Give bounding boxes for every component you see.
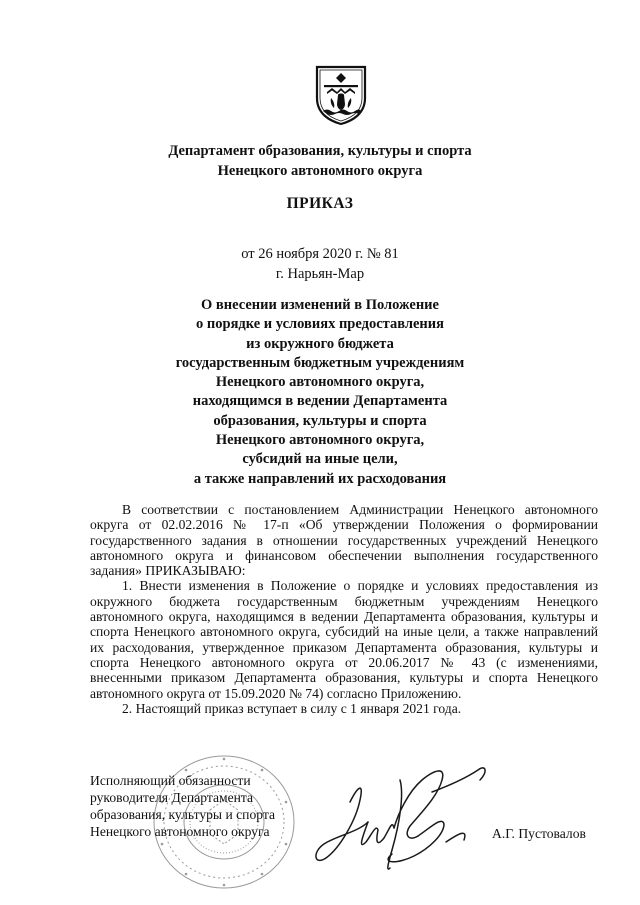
- order-place: г. Нарьян-Мар: [275, 266, 365, 282]
- clause-1-paragraph: 1. Внести изменения в Положение о порядке и условиях предоставления из окружного бюджета государственным бюджетным учреждениям Ненецкого автономного округа, находящимся в ведении Департамента образования, культуры и спорта Ненецкого автономного округа, субсидий на иные цели, а также направлений их расходования, утвержденное приказом Департамента образования, культуры и спорта Ненецкого автономного округа от 20.06.2017 № 43 (с изменениями, внесенными приказом Департамента образования, культуры и спорта Ненецкого автономного округа от 15.09.2020 № 74) согласно Приложению.: [90, 578, 598, 701]
- signatory-title-line: руководителя Департамента: [90, 790, 254, 805]
- org-line-1: Департамент образования, культуры и спорта: [168, 143, 472, 159]
- organization-name: [0, 141, 640, 181]
- signatory-title-line: Ненецкого автономного округа: [90, 824, 270, 839]
- signatory-title-line: Исполняющий обязанности: [90, 773, 251, 788]
- signatory-name: А.Г. Пустовалов: [492, 826, 586, 841]
- subject-line: находящимся в ведении Департамента: [192, 393, 448, 410]
- date-and-number: [0, 244, 640, 284]
- signatory-position: [90, 772, 275, 840]
- order-subject: [0, 296, 640, 489]
- signatory-title-line: образования, культуры и спорта: [90, 807, 276, 822]
- subject-line: О внесении изменений в Положение: [201, 297, 439, 313]
- subject-line: из окружного бюджета: [246, 335, 394, 352]
- subject-line: государственным бюджетным учреждениям: [175, 354, 465, 371]
- subject-line: Ненецкого автономного округа,: [215, 432, 425, 449]
- handwritten-signature: [296, 758, 500, 888]
- order-date-number: от 26 ноября 2020 г. № 81: [241, 246, 399, 262]
- clause-2-paragraph: 2. Настоящий приказ вступает в силу с 1 января 2021 года.: [122, 700, 462, 716]
- subject-line: Ненецкого автономного округа,: [215, 374, 425, 391]
- coat-of-arms-icon: [314, 64, 368, 126]
- preamble-paragraph: В соответствии с постановлением Администрации Ненецкого автономного округа от 02.02.2016 № 17-п «Об утверждении Положения о формировании государственного задания в отношении государственных учреждений Ненецкого автономного округа и финансовом обеспечении выполнения государственного задания» ПРИКАЗЫВАЮ:: [90, 502, 598, 579]
- org-line-2: Ненецкого автономного округа: [217, 163, 423, 179]
- subject-line: о порядке и условиях предоставления: [196, 316, 444, 333]
- order-body: [90, 502, 598, 716]
- subject-line: образования, культуры и спорта: [213, 412, 427, 429]
- subject-line: субсидий на иные цели,: [242, 451, 398, 468]
- document-type-title: ПРИКАЗ: [286, 195, 354, 212]
- subject-line: а также направлений их расходования: [193, 470, 447, 487]
